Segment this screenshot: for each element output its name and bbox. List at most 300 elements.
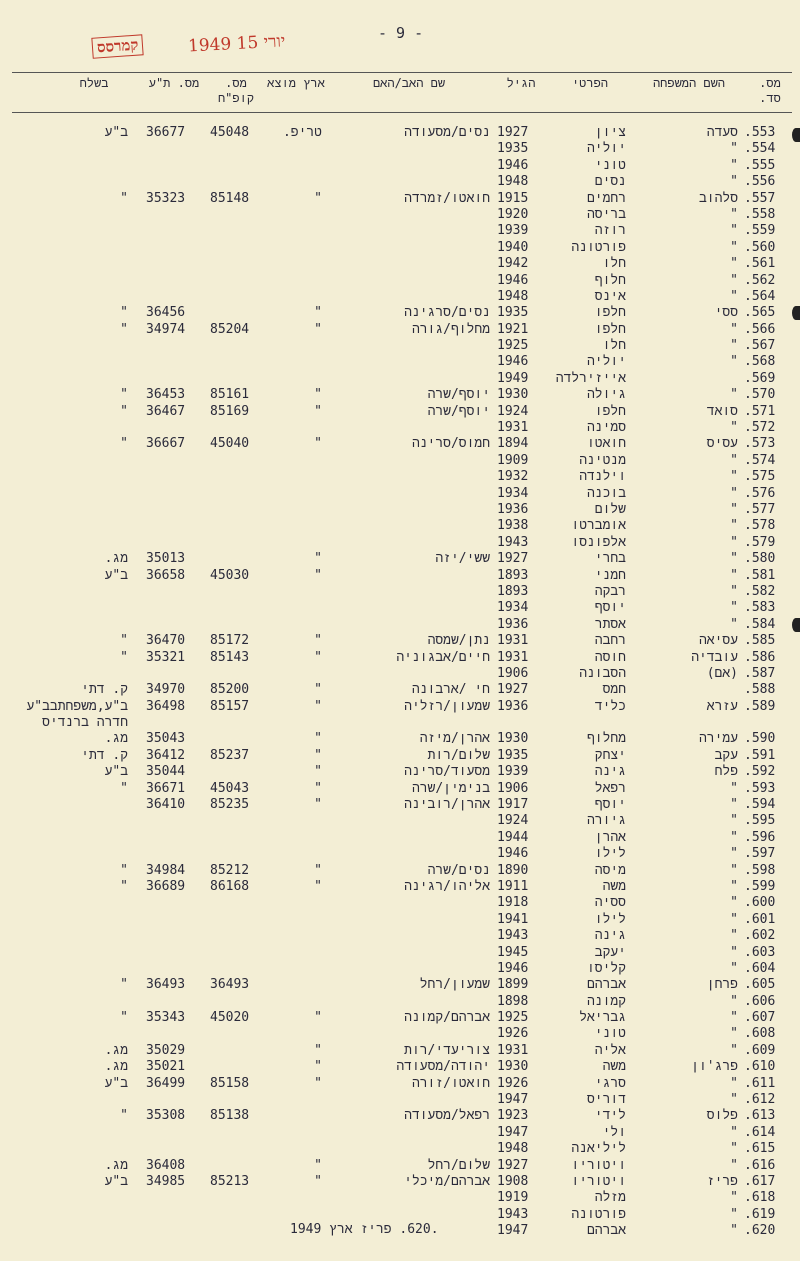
country-origin: " xyxy=(314,567,322,583)
first-name: סמינה xyxy=(586,420,626,436)
birth-year: 1899 xyxy=(497,977,529,993)
row-number: .581 xyxy=(744,567,776,583)
kupah-number: 85169 xyxy=(210,403,250,419)
row-number: .595 xyxy=(744,813,776,829)
birth-year: 1906 xyxy=(497,665,529,681)
row-number: .599 xyxy=(744,878,776,894)
first-name: נסים xyxy=(594,174,626,190)
first-name: דוריס xyxy=(586,1092,626,1108)
birth-year: 1943 xyxy=(497,928,529,944)
first-name: בחרי xyxy=(594,551,626,567)
country-origin: " xyxy=(314,633,322,649)
row-number: .569 xyxy=(744,370,776,386)
family-name: " xyxy=(730,846,738,862)
country-origin: " xyxy=(314,551,322,567)
table-row xyxy=(0,961,800,977)
table-row xyxy=(0,453,800,469)
table-row xyxy=(0,1010,800,1026)
table-row xyxy=(0,895,800,911)
birth-year: 1931 xyxy=(497,633,529,649)
first-name: אינס xyxy=(594,288,626,304)
birth-year: 1915 xyxy=(497,190,529,206)
row-number: .588 xyxy=(744,682,776,698)
row-number: .612 xyxy=(744,1092,776,1108)
family-name: " xyxy=(730,944,738,960)
birth-year: 1908 xyxy=(497,1174,529,1189)
birth-year: 1923 xyxy=(497,1108,529,1124)
birth-year: 1947 xyxy=(497,1124,529,1140)
family-name: " xyxy=(730,862,738,878)
kupah-number: 45020 xyxy=(210,1010,250,1026)
row-number: .558 xyxy=(744,206,776,222)
family-name: " xyxy=(730,1190,738,1206)
family-name: ססי xyxy=(714,305,738,321)
table-row xyxy=(0,1174,800,1190)
table-row xyxy=(0,715,800,731)
birth-year: 1936 xyxy=(497,616,529,632)
birth-year: 1924 xyxy=(497,403,529,419)
birth-year: 1935 xyxy=(497,141,529,157)
first-name: מנטינה xyxy=(579,452,626,468)
te-number: 36412 xyxy=(146,747,186,763)
first-name: משה xyxy=(602,1059,626,1075)
birth-year: 1930 xyxy=(497,387,529,403)
row-number: .568 xyxy=(744,354,776,370)
footer-note: .620. פריז ארץ 1949 xyxy=(290,1222,439,1237)
parents-names: נתן/שמסה xyxy=(427,633,490,649)
te-number: 34970 xyxy=(146,682,186,698)
first-name: חמני xyxy=(594,567,626,583)
row-number: .601 xyxy=(744,911,776,927)
row-number: .596 xyxy=(744,829,776,845)
country-origin: " xyxy=(314,797,322,813)
birth-year: 1946 xyxy=(497,354,529,370)
first-name: גינה xyxy=(594,764,626,780)
first-name: יוליה xyxy=(586,141,626,157)
first-name: אהרן xyxy=(594,829,626,845)
te-number: 36499 xyxy=(146,1075,186,1091)
row-number: .587 xyxy=(744,665,776,681)
first-name: לילו xyxy=(594,846,626,862)
first-name: גינה xyxy=(594,928,626,944)
birth-year: 1945 xyxy=(497,944,529,960)
family-name: " xyxy=(730,223,738,239)
parents-names: שלום/רות xyxy=(427,747,490,763)
country-origin: " xyxy=(314,305,322,321)
table-row xyxy=(0,682,800,698)
sent-to: מג. xyxy=(104,731,128,747)
family-name: " xyxy=(730,583,738,599)
sent-to: ב"ע xyxy=(104,1075,128,1091)
row-number: .585 xyxy=(744,633,776,649)
birth-year: 1921 xyxy=(497,321,529,337)
birth-year: 1917 xyxy=(497,797,529,813)
sent-to: " xyxy=(120,649,128,665)
table-row xyxy=(0,174,800,190)
table-row xyxy=(0,764,800,780)
country-origin: " xyxy=(314,1010,322,1026)
te-number: 35321 xyxy=(146,649,186,665)
family-name: " xyxy=(730,157,738,173)
birth-year: 1931 xyxy=(497,420,529,436)
family-name: " xyxy=(730,321,738,337)
te-number: 36467 xyxy=(146,403,186,419)
first-name: בריסה xyxy=(586,206,626,222)
row-number: .554 xyxy=(744,141,776,157)
table-row xyxy=(0,1043,800,1059)
row-number: .611 xyxy=(744,1075,776,1091)
table-row xyxy=(0,994,800,1010)
parents-names: חואטו/זמרדה xyxy=(404,190,490,206)
birth-year: 1946 xyxy=(497,272,529,288)
first-name: הסבונה xyxy=(579,665,626,681)
table-row xyxy=(0,584,800,600)
parents-names: חמוס/סרינה xyxy=(411,436,490,452)
table-row xyxy=(0,273,800,289)
family-name: " xyxy=(730,141,738,157)
first-name: חלפו xyxy=(594,321,626,337)
header-kupah: מס. קופ"ח xyxy=(217,76,255,105)
birth-year: 1924 xyxy=(497,813,529,829)
birth-year: 1925 xyxy=(497,338,529,354)
row-number: .620 xyxy=(744,1223,776,1239)
table-row xyxy=(0,633,800,649)
birth-year: 1947 xyxy=(497,1223,529,1239)
sent-to: ב"ע xyxy=(104,764,128,780)
row-number: .613 xyxy=(744,1108,776,1124)
row-number: .571 xyxy=(744,403,776,419)
te-number: 36453 xyxy=(146,387,186,403)
kupah-number: 85212 xyxy=(210,862,250,878)
header-sent: בשלח xyxy=(79,76,109,90)
table-row xyxy=(0,797,800,813)
birth-year: 1946 xyxy=(497,157,529,173)
first-name: אייזירלדה xyxy=(555,370,626,386)
table-row xyxy=(0,1092,800,1108)
family-name: " xyxy=(730,518,738,534)
table-row xyxy=(0,1207,800,1223)
parents-names: אברהם/מיכלי xyxy=(404,1174,490,1189)
row-number: .559 xyxy=(744,223,776,239)
table-row xyxy=(0,125,800,141)
family-name: " xyxy=(730,452,738,468)
table-row xyxy=(0,404,800,420)
table-row xyxy=(0,1158,800,1174)
birth-year: 1939 xyxy=(497,764,529,780)
row-number: .556 xyxy=(744,174,776,190)
family-name: פרחן xyxy=(706,977,738,993)
kupah-number: 45048 xyxy=(210,125,250,140)
te-number: 34984 xyxy=(146,862,186,878)
table-row xyxy=(0,469,800,485)
row-number: .572 xyxy=(744,420,776,436)
birth-year: 1927 xyxy=(497,125,529,140)
table-row xyxy=(0,518,800,534)
birth-year: 1934 xyxy=(497,485,529,501)
first-name: שלום xyxy=(594,501,626,517)
first-name: ססיה xyxy=(594,895,626,911)
row-number: .605 xyxy=(744,977,776,993)
country-origin: " xyxy=(314,731,322,747)
row-number: .594 xyxy=(744,797,776,813)
first-name: רוזה xyxy=(594,223,626,239)
birth-year: 1934 xyxy=(497,600,529,616)
parents-names: יוסף/שרה xyxy=(427,387,490,403)
first-name: פורטונה xyxy=(571,1206,626,1222)
birth-year: 1894 xyxy=(497,436,529,452)
te-number: 36408 xyxy=(146,1157,186,1173)
first-name: סרגי xyxy=(594,1075,626,1091)
family-name: פלוס xyxy=(706,1108,738,1124)
birth-year: 1944 xyxy=(497,829,529,845)
parents-names: חיים/אבגוניה xyxy=(396,649,490,665)
table-row xyxy=(0,813,800,829)
family-name: " xyxy=(730,1026,738,1042)
first-name: משה xyxy=(602,878,626,894)
birth-year: 1942 xyxy=(497,256,529,272)
parents-names: חואטו/זורה xyxy=(411,1075,490,1091)
parents-names: נסים/סרגינה xyxy=(404,305,490,321)
country-origin: " xyxy=(314,1042,322,1058)
sent-to: ק. דתי xyxy=(81,747,128,763)
row-number: .593 xyxy=(744,780,776,796)
kupah-number: 36493 xyxy=(210,977,250,993)
row-number: .555 xyxy=(744,157,776,173)
table-row xyxy=(0,535,800,551)
first-name: לילו xyxy=(594,911,626,927)
table-row xyxy=(0,322,800,338)
birth-year: 1935 xyxy=(497,305,529,321)
country-origin: " xyxy=(314,436,322,452)
birth-year: 1948 xyxy=(497,288,529,304)
parents-names: נסים/שרה xyxy=(427,862,490,878)
country-origin: " xyxy=(314,764,322,780)
first-name: כליד xyxy=(594,698,626,714)
header-age: הגיל xyxy=(506,76,536,90)
country-origin: " xyxy=(314,878,322,894)
country-origin: " xyxy=(314,190,322,206)
family-name: " xyxy=(730,895,738,911)
parents-names: בנימין/שרה xyxy=(411,780,490,796)
row-number: .579 xyxy=(744,534,776,550)
family-name: פלח xyxy=(714,764,738,780)
te-number: 36493 xyxy=(146,977,186,993)
table-header xyxy=(0,76,800,112)
kupah-number: 85204 xyxy=(210,321,250,337)
row-number: .586 xyxy=(744,649,776,665)
table-row xyxy=(0,305,800,321)
te-number: 35021 xyxy=(146,1059,186,1075)
table-row xyxy=(0,617,800,633)
kupah-number: 85235 xyxy=(210,797,250,813)
table-row xyxy=(0,1141,800,1157)
table-row xyxy=(0,551,800,567)
table-row xyxy=(0,420,800,436)
birth-year: 1947 xyxy=(497,1092,529,1108)
family-name: " xyxy=(730,387,738,403)
hole-punch xyxy=(792,306,800,320)
handwritten-date: 1949 יורי 15 xyxy=(187,31,286,57)
te-number: 36498 xyxy=(146,698,186,714)
country-origin: טריפ. xyxy=(282,125,322,140)
header-te: מס. ת"ע xyxy=(148,76,200,90)
first-name: ציון xyxy=(594,125,626,140)
family-name: " xyxy=(730,928,738,944)
birth-year: 1930 xyxy=(497,731,529,747)
kupah-number: 85237 xyxy=(210,747,250,763)
birth-year: 1898 xyxy=(497,993,529,1009)
parents-names: חי /ארבונה xyxy=(411,682,490,698)
family-name: " xyxy=(730,813,738,829)
family-name: " xyxy=(730,829,738,845)
row-number: .617 xyxy=(744,1174,776,1189)
birth-year: 1943 xyxy=(497,534,529,550)
kupah-number: 85143 xyxy=(210,649,250,665)
sent-to: מג. xyxy=(104,1042,128,1058)
birth-year: 1931 xyxy=(497,1042,529,1058)
table-row xyxy=(0,977,800,993)
table-row xyxy=(0,289,800,305)
first-name: בוכנה xyxy=(586,485,626,501)
sent-to: " xyxy=(120,436,128,452)
row-number: .590 xyxy=(744,731,776,747)
birth-year: 1948 xyxy=(497,174,529,190)
table-row xyxy=(0,354,800,370)
country-origin: " xyxy=(314,1059,322,1075)
parents-names: אהרן/רובינה xyxy=(404,797,490,813)
table-row xyxy=(0,928,800,944)
te-number: 36689 xyxy=(146,878,186,894)
row-number: .610 xyxy=(744,1059,776,1075)
birth-year: 1936 xyxy=(497,698,529,714)
te-number: 35044 xyxy=(146,764,186,780)
birth-year: 1943 xyxy=(497,1206,529,1222)
birth-year: 1918 xyxy=(497,895,529,911)
sent-to: " xyxy=(120,977,128,993)
row-number: .592 xyxy=(744,764,776,780)
first-name: חוסה xyxy=(594,649,626,665)
first-name: אלפונסו xyxy=(571,534,626,550)
kupah-number: 45030 xyxy=(210,567,250,583)
first-name: ויטוריו xyxy=(571,1157,626,1173)
family-name: פרג'ון xyxy=(691,1059,738,1075)
table-row xyxy=(0,256,800,272)
row-number: .614 xyxy=(744,1124,776,1140)
row-number: .567 xyxy=(744,338,776,354)
parents-names: מסעוד/סרינה xyxy=(404,764,490,780)
row-number: .600 xyxy=(744,895,776,911)
header-first: הפרטי xyxy=(571,76,608,90)
table-row xyxy=(0,748,800,764)
first-name: חמס xyxy=(602,682,626,698)
sent-to: מג. xyxy=(104,1157,128,1173)
family-name: " xyxy=(730,1010,738,1026)
row-number: .557 xyxy=(744,190,776,206)
first-name: מחלוף xyxy=(586,731,626,747)
birth-year: 1890 xyxy=(497,862,529,878)
row-number: .570 xyxy=(744,387,776,403)
row-number: .562 xyxy=(744,272,776,288)
family-name: " xyxy=(730,534,738,550)
birth-year: 1946 xyxy=(497,846,529,862)
first-name: ולי xyxy=(602,1124,626,1140)
family-name: " xyxy=(730,288,738,304)
birth-year: 1927 xyxy=(497,1157,529,1173)
family-name: " xyxy=(730,206,738,222)
family-name: " xyxy=(730,501,738,517)
first-name: חלו xyxy=(602,256,626,272)
table-row xyxy=(0,650,800,666)
birth-year: 1927 xyxy=(497,551,529,567)
sent-to: חדרה ברנדיס xyxy=(42,715,128,731)
country-origin: " xyxy=(314,698,322,714)
first-name: רחבה xyxy=(594,633,626,649)
first-name: גיולה xyxy=(586,387,626,403)
row-number: .553 xyxy=(744,125,776,140)
table-row xyxy=(0,731,800,747)
family-name: " xyxy=(730,338,738,354)
sent-to: " xyxy=(120,190,128,206)
header-no: מס. סד. xyxy=(759,76,781,105)
birth-year: 1931 xyxy=(497,649,529,665)
table-row xyxy=(0,486,800,502)
family-name: " xyxy=(730,1206,738,1222)
country-origin: " xyxy=(314,321,322,337)
sent-to: " xyxy=(120,780,128,796)
country-origin: " xyxy=(314,682,322,698)
first-name: טוני xyxy=(594,157,626,173)
first-name: ויטוריו xyxy=(571,1174,626,1189)
te-number: 36667 xyxy=(146,436,186,452)
table-row xyxy=(0,387,800,403)
first-name: חלפו xyxy=(594,403,626,419)
row-number: .616 xyxy=(744,1157,776,1173)
te-number: 35308 xyxy=(146,1108,186,1124)
row-number: .561 xyxy=(744,256,776,272)
row-number: .574 xyxy=(744,452,776,468)
row-number: .584 xyxy=(744,616,776,632)
sent-to: " xyxy=(120,387,128,403)
family-name: " xyxy=(730,1092,738,1108)
row-number: .577 xyxy=(744,501,776,517)
family-name: סלהוב xyxy=(698,190,738,206)
parents-names: שמעון/רחל xyxy=(419,977,490,993)
first-name: טוני xyxy=(594,1026,626,1042)
family-name: " xyxy=(730,878,738,894)
row-number: .580 xyxy=(744,551,776,567)
table-row xyxy=(0,1026,800,1042)
te-number: 36671 xyxy=(146,780,186,796)
te-number: 35043 xyxy=(146,731,186,747)
row-number: .573 xyxy=(744,436,776,452)
hole-punch xyxy=(792,128,800,142)
birth-year: 1927 xyxy=(497,682,529,698)
family-name: " xyxy=(730,354,738,370)
first-name: רבקה xyxy=(594,583,626,599)
kupah-number: 85148 xyxy=(210,190,250,206)
header-parents: שם האב/האם xyxy=(372,76,446,90)
family-name: " xyxy=(730,469,738,485)
family-name: " xyxy=(730,600,738,616)
parents-names: נסים/מסעודה xyxy=(404,125,490,140)
family-name: " xyxy=(730,616,738,632)
birth-year: 1893 xyxy=(497,583,529,599)
row-number: .608 xyxy=(744,1026,776,1042)
parents-names: אליהו/רגינה xyxy=(404,878,490,894)
table-row xyxy=(0,879,800,895)
first-name: קליסו xyxy=(586,960,626,976)
birth-year: 1925 xyxy=(497,1010,529,1026)
